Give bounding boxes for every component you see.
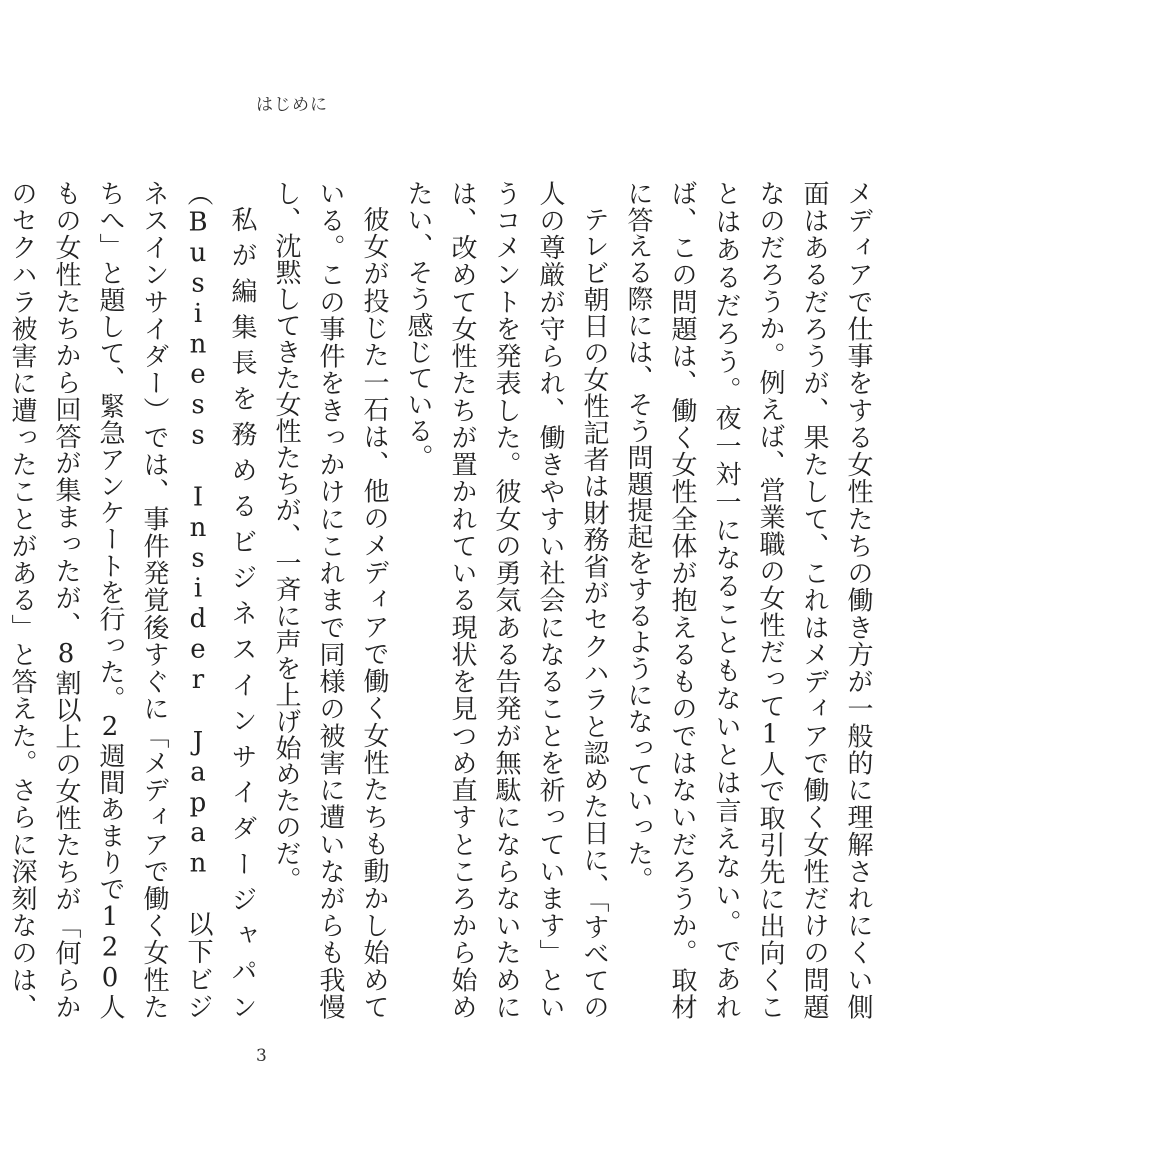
paragraph-3: 彼女が投じた一石は、他のメディアで働く女性たちも動かし始めている。この事件をきっかけにこれまで同様の被害に遭いながらも我慢し、沈黙してきた女性たちが、一斉に声を上げ始めたのだ。 (271, 180, 389, 1020)
paragraph-1: メディアで仕事をする女性たちの働き方が一般的に理解されにくい側面はあるだろうが、果たして、これはメディアで働く女性だけの問題なのだろうか。例えば、営業職の女性だって1人で取引先に出向くことはあるだろう。夜一対一になることもないとは言えない。であれば、この問題は、働く女性全体が抱えるものではないだろうか。取材に答える際には、そう問題提起をするようになっていった。 (623, 180, 873, 1020)
running-head: はじめに (256, 95, 328, 115)
page-number: 3 (256, 1046, 267, 1066)
paragraph-4: 私が編集長を務めるビジネスインサイダージャパン（Business Insider Japan 以下ビジネスインサイダー）では、事件発覚後すぐに「メディアで働く女性たちへ」と題して、緊急アンケートを行った。2週間あまりで120人もの女性たちから回答が集まったが、8割以上の女性たちが「何らかのセクハラ被害に遭ったことがある」と答えた。さらに深刻なのは、 (7, 180, 257, 1020)
body-text (7, 180, 880, 1020)
paragraph-2: テレビ朝日の女性記者は財務省がセクハラと認めた日に、「すべての人の尊厳が守られ、働きやすい社会になることを祈っています」というコメントを発表した。彼女の勇気ある告発が無駄にならないためには、改めて女性たちが置かれている現状を見つめ直すところから始めたい、そう感じている。 (403, 180, 609, 1020)
